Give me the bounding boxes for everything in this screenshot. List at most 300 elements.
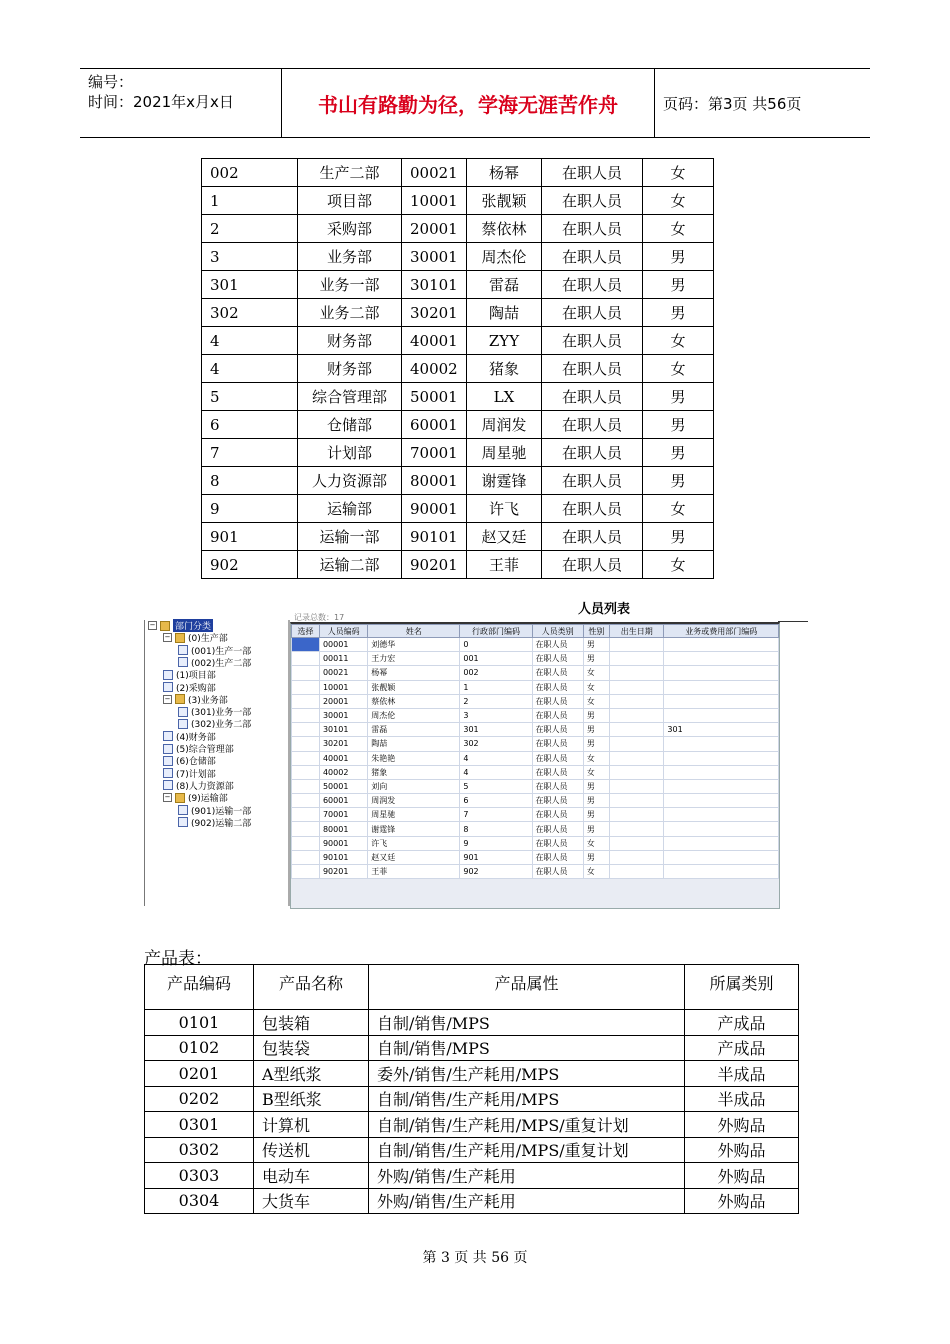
grid-cell[interactable] [609,708,663,722]
collapse-icon[interactable]: − [164,633,171,642]
tree-node[interactable] [178,805,251,816]
table-cell: 302 [202,299,298,327]
grid-cell[interactable]: 女 [583,836,609,850]
grid-cell[interactable] [292,652,320,666]
grid-cell[interactable]: 0 [460,638,532,652]
tree-node-label: (4)财务部 [176,732,216,743]
grid-cell[interactable] [609,808,663,822]
document-icon [178,645,188,655]
grid-cell[interactable]: 男 [583,850,609,864]
table-cell: 产成品 [685,1035,799,1061]
grid-cell[interactable]: 301 [664,723,779,737]
grid-cell[interactable] [664,836,779,850]
grid-row[interactable] [292,652,779,666]
table-cell: 00021 [402,159,467,187]
table-cell: 女 [643,215,714,243]
table-cell: 运输二部 [298,551,402,579]
grid-cell[interactable]: 在职人员 [532,680,583,694]
grid-cell[interactable]: 001 [460,652,532,666]
grid-cell[interactable]: 20001 [319,694,367,708]
product-table [144,964,799,1214]
grid-cell[interactable]: 00021 [319,666,367,680]
grid-cell[interactable]: 70001 [319,808,367,822]
table-cell: 40001 [402,327,467,355]
tree-node-label: (901)运输一部 [191,806,252,817]
grid-cell[interactable]: 30101 [319,723,367,737]
grid-cell[interactable]: 男 [583,822,609,836]
grid-cell[interactable] [292,865,320,879]
table-cell: 50001 [402,383,467,411]
grid-cell[interactable]: 在职人员 [532,723,583,737]
grid-cell[interactable] [664,794,779,808]
personnel-list-title: 人员列表 [578,602,631,617]
grid-cell[interactable] [609,652,663,666]
grid-row[interactable] [292,850,779,864]
grid-cell[interactable] [609,680,663,694]
grid-cell[interactable]: 谢霆锋 [368,822,460,836]
department-tree [144,620,290,906]
grid-cell[interactable]: 9 [460,836,532,850]
table-cell: 40002 [402,355,467,383]
table-cell: 901 [202,523,298,551]
tree-node-label: (6)仓储部 [176,757,216,768]
grid-cell[interactable] [292,808,320,822]
table-cell: 80001 [402,467,467,495]
grid-cell[interactable] [609,850,663,864]
table-cell: 外购品 [685,1188,799,1214]
grid-cell[interactable]: 2 [460,694,532,708]
grid-cell[interactable]: 在职人员 [532,850,583,864]
grid-row[interactable] [292,808,779,822]
table-cell: 在职人员 [542,439,643,467]
personnel-list-screenshot [144,598,809,908]
grid-cell[interactable] [664,652,779,666]
grid-cell[interactable] [292,708,320,722]
grid-cell[interactable] [664,822,779,836]
product-table-label: 产品表： [144,949,212,969]
grid-cell[interactable] [609,794,663,808]
table-cell: LX [467,383,542,411]
grid-cell[interactable]: 男 [583,652,609,666]
grid-cell[interactable]: 在职人员 [532,765,583,779]
grid-cell[interactable]: 男 [583,794,609,808]
grid-cell[interactable]: 男 [583,779,609,793]
grid-cell[interactable]: 男 [583,737,609,751]
grid-cell[interactable] [292,794,320,808]
grid-cell[interactable] [292,723,320,737]
grid-cell[interactable] [292,822,320,836]
table-cell: 30101 [402,271,467,299]
grid-cell[interactable] [609,694,663,708]
grid-cell[interactable]: 女 [583,865,609,879]
table-cell: 杨幂 [467,159,542,187]
grid-cell[interactable]: 在职人员 [532,708,583,722]
column-header[interactable]: 行政部门编码 [460,625,532,638]
tree-node[interactable] [163,768,216,779]
table-cell: 女 [643,159,714,187]
grid-cell[interactable]: 在职人员 [532,808,583,822]
table-cell: ZYY [467,327,542,355]
grid-cell[interactable]: 4 [460,751,532,765]
table-cell: 0304 [145,1188,254,1214]
grid-cell[interactable] [609,779,663,793]
grid-cell[interactable] [664,680,779,694]
grid-cell[interactable]: 301 [460,723,532,737]
tree-node-label: (9)运输部 [188,794,228,805]
table-cell: 4 [202,355,298,383]
table-cell: 运输一部 [298,523,402,551]
column-header[interactable]: 业务或费用部门编码 [664,625,779,638]
grid-cell[interactable]: 3 [460,708,532,722]
document-icon [178,817,188,827]
grid-cell[interactable]: 901 [460,850,532,864]
grid-cell[interactable] [664,779,779,793]
table-cell: 猪象 [467,355,542,383]
tree-node[interactable] [163,780,234,791]
table-row [202,327,714,355]
table-cell: 包装箱 [254,1010,369,1036]
table-cell: 3 [202,243,298,271]
grid-cell[interactable] [609,666,663,680]
grid-cell[interactable]: 在职人员 [532,865,583,879]
grid-row[interactable] [292,836,779,850]
grid-cell[interactable]: 90101 [319,850,367,864]
table-cell: 男 [643,523,714,551]
header-left-cell [80,69,282,137]
grid-cell[interactable]: 赵又廷 [368,850,460,864]
tree-node[interactable] [163,682,216,693]
grid-cell[interactable] [664,708,779,722]
grid-cell[interactable]: 刘向 [368,779,460,793]
table-cell: 002 [202,159,298,187]
grid-cell[interactable]: 女 [583,666,609,680]
grid-cell[interactable] [292,751,320,765]
employee-table [201,158,714,579]
grid-cell[interactable]: 10001 [319,680,367,694]
table-cell: 30201 [402,299,467,327]
grid-cell[interactable]: 4 [460,765,532,779]
table-row [202,467,714,495]
table-cell: 女 [643,355,714,383]
grid-cell[interactable] [609,638,663,652]
table-cell: 业务二部 [298,299,402,327]
grid-cell[interactable]: 男 [583,808,609,822]
table-cell: 0202 [145,1086,254,1112]
document-icon [163,768,173,778]
collapse-icon[interactable]: − [164,694,171,703]
grid-cell[interactable]: 80001 [319,822,367,836]
grid-cell[interactable]: 男 [583,638,609,652]
grid-cell[interactable]: 6 [460,794,532,808]
tree-node[interactable] [178,718,251,729]
table-cell: 在职人员 [542,523,643,551]
table-cell: 902 [202,551,298,579]
tree-node[interactable] [163,743,234,754]
grid-cell[interactable]: 女 [583,765,609,779]
grid-cell[interactable] [609,723,663,737]
grid-cell[interactable] [292,694,320,708]
grid-cell[interactable]: 302 [460,737,532,751]
grid-cell[interactable] [664,865,779,879]
table-cell: 计算机 [254,1112,369,1138]
grid-cell[interactable]: 在职人员 [532,779,583,793]
grid-cell[interactable]: 1 [460,680,532,694]
grid-cell[interactable]: 在职人员 [532,836,583,850]
folder-icon [175,694,185,704]
column-header[interactable]: 姓名 [368,625,460,638]
tree-node[interactable] [178,645,251,656]
table-cell: 8 [202,467,298,495]
grid-cell[interactable] [664,737,779,751]
table-cell: 外购品 [685,1137,799,1163]
table-cell: 在职人员 [542,383,643,411]
table-cell: 男 [643,383,714,411]
table-cell: 蔡依林 [467,215,542,243]
grid-cell[interactable]: 90001 [319,836,367,850]
grid-cell[interactable] [292,737,320,751]
table-cell: 5 [202,383,298,411]
table-cell: 30001 [402,243,467,271]
grid-row[interactable] [292,723,779,737]
grid-row[interactable] [292,779,779,793]
table-cell: 委外/销售/生产耗用/MPS [369,1061,685,1087]
table-row [202,271,714,299]
grid-cell[interactable] [292,765,320,779]
table-cell: 女 [643,187,714,215]
grid-cell[interactable]: 女 [583,680,609,694]
grid-cell[interactable] [292,666,320,680]
table-cell: 项目部 [298,187,402,215]
grid-cell[interactable]: 蔡依林 [368,694,460,708]
column-header: 产品名称 [254,965,369,1010]
tree-node[interactable] [178,817,251,828]
table-cell: 传送机 [254,1137,369,1163]
grid-cell[interactable]: 女 [583,751,609,765]
table-cell: 70001 [402,439,467,467]
tree-node[interactable] [163,669,216,680]
table-cell: 自制/销售/生产耗用/MPS [369,1086,685,1112]
table-row [145,1137,799,1163]
table-cell: 0301 [145,1112,254,1138]
column-header[interactable]: 选择 [292,625,320,638]
table-row [202,355,714,383]
grid-cell[interactable] [292,779,320,793]
grid-cell[interactable] [292,836,320,850]
grid-cell[interactable]: 在职人员 [532,666,583,680]
grid-cell[interactable]: 002 [460,666,532,680]
grid-cell[interactable]: 王菲 [368,865,460,879]
table-cell: 采购部 [298,215,402,243]
grid-cell[interactable] [609,822,663,836]
table-cell: 大货车 [254,1188,369,1214]
table-row [202,495,714,523]
column-header[interactable]: 出生日期 [609,625,663,638]
table-cell: 6 [202,411,298,439]
grid-row[interactable] [292,694,779,708]
table-cell: 20001 [402,215,467,243]
table-cell: 在职人员 [542,411,643,439]
tree-node-label: (0)生产部 [188,634,228,645]
grid-cell[interactable]: 刘德华 [368,638,460,652]
table-cell: 自制/销售/MPS [369,1010,685,1036]
table-cell: 在职人员 [542,243,643,271]
grid-cell[interactable]: 00001 [319,638,367,652]
grid-cell[interactable]: 40002 [319,765,367,779]
grid-cell[interactable] [609,765,663,779]
table-cell: 7 [202,439,298,467]
grid-cell[interactable]: 女 [583,694,609,708]
column-header[interactable]: 人员类别 [532,625,583,638]
tree-node[interactable] [163,792,228,803]
table-row [202,439,714,467]
grid-cell[interactable]: 在职人员 [532,794,583,808]
grid-row[interactable] [292,751,779,765]
grid-cell[interactable] [292,638,320,652]
grid-cell[interactable]: 8 [460,822,532,836]
tree-node-label: (3)业务部 [188,695,228,706]
column-header[interactable]: 性别 [583,625,609,638]
grid-row[interactable] [292,680,779,694]
grid-cell[interactable]: 猪象 [368,765,460,779]
grid-cell[interactable]: 周杰伦 [368,708,460,722]
grid-row[interactable] [292,737,779,751]
table-row [145,1010,799,1036]
grid-cell[interactable]: 雷磊 [368,723,460,737]
table-cell: 计划部 [298,439,402,467]
table-cell: 财务部 [298,355,402,383]
column-header[interactable]: 人员编码 [319,625,367,638]
tree-node[interactable] [178,706,251,717]
grid-cell[interactable]: 60001 [319,794,367,808]
grid-row[interactable] [292,666,779,680]
grid-cell[interactable]: 7 [460,808,532,822]
grid-cell[interactable]: 902 [460,865,532,879]
grid-cell[interactable] [292,680,320,694]
table-row [202,411,714,439]
table-cell: 女 [643,551,714,579]
tree-node[interactable] [178,657,251,668]
grid-cell[interactable] [609,737,663,751]
table-cell: 产成品 [685,1010,799,1036]
table-cell: 在职人员 [542,355,643,383]
record-count: 记录总数：17 [294,613,345,622]
table-row [145,1061,799,1087]
table-cell: 在职人员 [542,159,643,187]
grid-cell[interactable] [664,808,779,822]
grid-cell[interactable]: 周星驰 [368,808,460,822]
grid-cell[interactable]: 张靓颖 [368,680,460,694]
tree-node[interactable] [163,755,216,766]
tree-node[interactable] [163,694,228,705]
grid-cell[interactable] [664,694,779,708]
tree-node[interactable] [148,620,213,631]
tree-node-label: (302)业务二部 [191,720,252,731]
document-icon [178,719,188,729]
grid-cell[interactable]: 在职人员 [532,652,583,666]
grid-cell[interactable]: 周润发 [368,794,460,808]
table-row [145,1163,799,1189]
grid-row[interactable] [292,638,779,652]
grid-cell[interactable] [292,850,320,864]
table-cell: 在职人员 [542,299,643,327]
grid-cell[interactable] [664,666,779,680]
grid-cell[interactable]: 朱艳艳 [368,751,460,765]
table-cell: 许飞 [467,495,542,523]
table-cell: 仓储部 [298,411,402,439]
table-cell: 9 [202,495,298,523]
tree-node[interactable] [163,731,216,742]
table-cell: 90101 [402,523,467,551]
tree-node-label: (8)人力资源部 [176,781,234,792]
table-row [202,551,714,579]
grid-cell[interactable] [609,865,663,879]
grid-row[interactable] [292,765,779,779]
grid-cell[interactable]: 在职人员 [532,751,583,765]
grid-cell[interactable]: 男 [583,708,609,722]
grid-cell[interactable]: 在职人员 [532,638,583,652]
table-cell: 财务部 [298,327,402,355]
collapse-icon[interactable]: − [149,621,156,629]
page-header [80,68,870,138]
grid-cell[interactable]: 50001 [319,779,367,793]
table-cell: 在职人员 [542,271,643,299]
table-row [145,1112,799,1138]
grid-cell[interactable]: 男 [583,723,609,737]
table-cell: 外购/销售/生产耗用 [369,1188,685,1214]
grid-cell[interactable]: 杨幂 [368,666,460,680]
table-cell: 外购品 [685,1163,799,1189]
grid-cell[interactable]: 在职人员 [532,822,583,836]
number-label: 编号： [88,73,134,91]
table-row [202,383,714,411]
grid-cell[interactable] [664,765,779,779]
grid-row[interactable] [292,794,779,808]
grid-cell[interactable]: 在职人员 [532,737,583,751]
grid-cell[interactable]: 00011 [319,652,367,666]
grid-cell[interactable] [609,836,663,850]
table-cell: 周杰伦 [467,243,542,271]
collapse-icon[interactable]: − [164,793,171,802]
grid-cell[interactable] [609,751,663,765]
grid-cell[interactable]: 王力宏 [368,652,460,666]
grid-cell[interactable] [664,850,779,864]
column-header: 产品属性 [369,965,685,1010]
grid-row[interactable] [292,822,779,836]
table-row [202,159,714,187]
grid-cell[interactable]: 许飞 [368,836,460,850]
grid-cell[interactable]: 陶喆 [368,737,460,751]
table-cell: 1 [202,187,298,215]
grid-row[interactable] [292,708,779,722]
grid-cell[interactable]: 90201 [319,865,367,879]
table-cell: 人力资源部 [298,467,402,495]
table-cell: 张靓颖 [467,187,542,215]
grid-cell[interactable]: 30001 [319,708,367,722]
table-cell: 在职人员 [542,551,643,579]
tree-node[interactable] [163,632,228,643]
tree-node-label: 部门分类 [173,619,213,632]
time-label: 时间：2021年x月x日 [88,93,234,111]
grid-row[interactable] [292,865,779,879]
grid-cell[interactable]: 在职人员 [532,694,583,708]
grid-cell[interactable] [664,751,779,765]
grid-cell[interactable] [664,638,779,652]
table-cell: 雷磊 [467,271,542,299]
grid-cell[interactable]: 5 [460,779,532,793]
grid-cell[interactable]: 30201 [319,737,367,751]
grid-cell[interactable]: 40001 [319,751,367,765]
tree-node-label: (001)生产一部 [191,646,252,657]
